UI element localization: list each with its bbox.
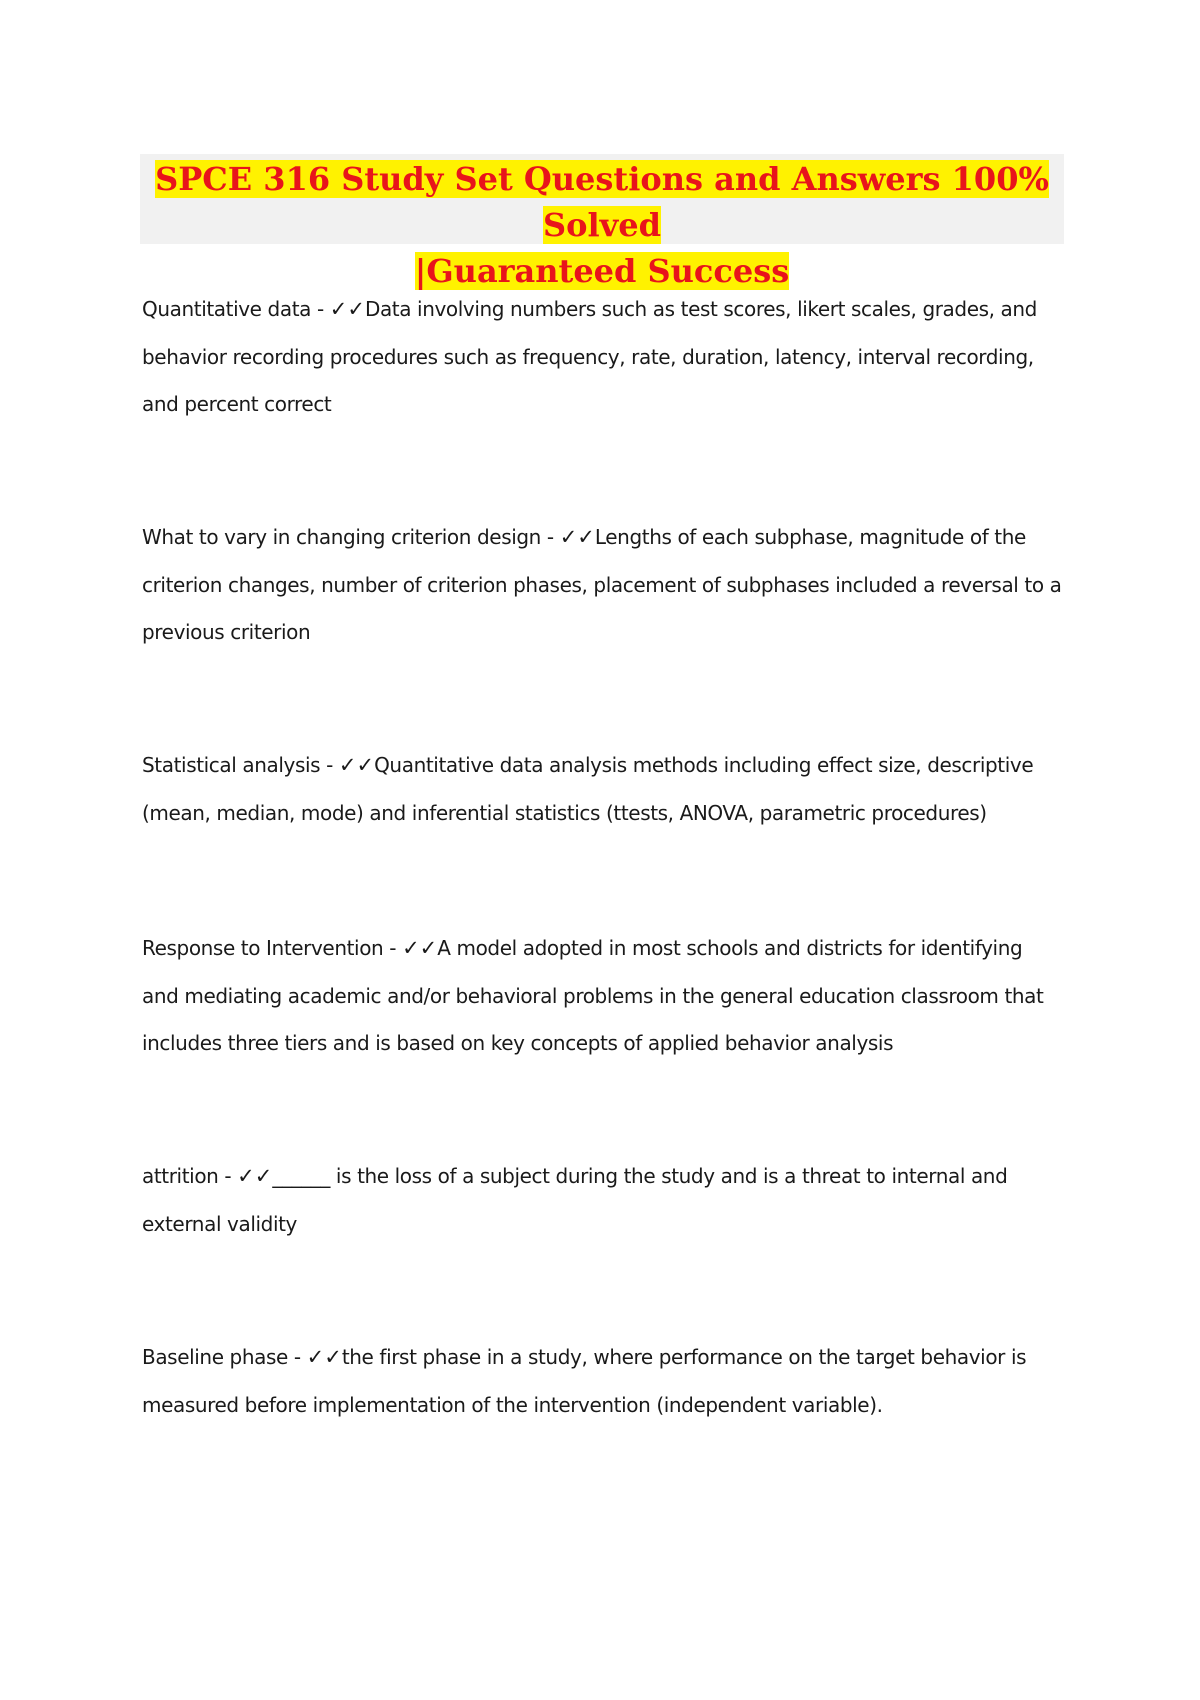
qa-definition: Data involving numbers such as test scores, likert scales, grades, and behavior recording procedures such as frequency, rate, duration, latency, interval recording, and percent correct: [142, 297, 1037, 416]
double-check-icon: ✓✓: [402, 936, 438, 960]
qa-definition: Quantitative data analysis methods including effect size, descriptive (mean, median, mode) and inferential statistics (ttests, ANOVA, parametric procedures): [142, 753, 1034, 825]
qa-definition: Lengths of each subphase, magnitude of the criterion changes, number of criterion phases, placement of subphases included a reversal to a previous criterion: [142, 525, 1062, 644]
qa-term: Baseline phase: [142, 1345, 288, 1369]
double-check-icon: ✓✓: [559, 525, 595, 549]
qa-term: Statistical analysis: [142, 753, 321, 777]
qa-definition: A model adopted in most schools and districts for identifying and mediating academic and/or behavioral problems in the general education classroom that includes three tiers and is based on key concepts of applied behavior analysis: [142, 936, 1044, 1055]
double-check-icon: ✓✓: [306, 1345, 342, 1369]
qa-item: [142, 1334, 1062, 1429]
qa-item: [142, 742, 1062, 837]
qa-item: [142, 925, 1062, 1068]
document-title: [140, 154, 1064, 294]
qa-definition: the first phase in a study, where performance on the target behavior is measured before implementation of the intervention (independent variable).: [142, 1345, 1027, 1417]
qa-term: attrition: [142, 1164, 219, 1188]
qa-term: What to vary in changing criterion design: [142, 525, 541, 549]
document-title-line-2: |Guaranteed Success: [414, 252, 790, 290]
qa-item: [142, 1153, 1062, 1248]
double-check-icon: ✓✓: [338, 753, 375, 777]
qa-separator: -: [540, 525, 560, 549]
qa-item: [142, 286, 1062, 429]
qa-item: [142, 514, 1062, 657]
qa-term: Quantitative data: [142, 297, 311, 321]
double-check-icon: ✓✓: [237, 1164, 273, 1188]
title-banner: [140, 154, 1064, 290]
qa-separator: -: [320, 753, 339, 777]
qa-separator: -: [311, 297, 330, 321]
qa-separator: -: [383, 936, 403, 960]
qa-term: Response to Intervention: [142, 936, 384, 960]
double-check-icon: ✓✓: [329, 297, 365, 321]
qa-separator: -: [218, 1164, 238, 1188]
document-title-line-1: SPCE 316 Study Set Questions and Answers 100% Solved: [155, 160, 1049, 244]
qa-definition: ______ is the loss of a subject during the study and is a threat to internal and external validity: [142, 1164, 1008, 1236]
qa-separator: -: [287, 1345, 307, 1369]
